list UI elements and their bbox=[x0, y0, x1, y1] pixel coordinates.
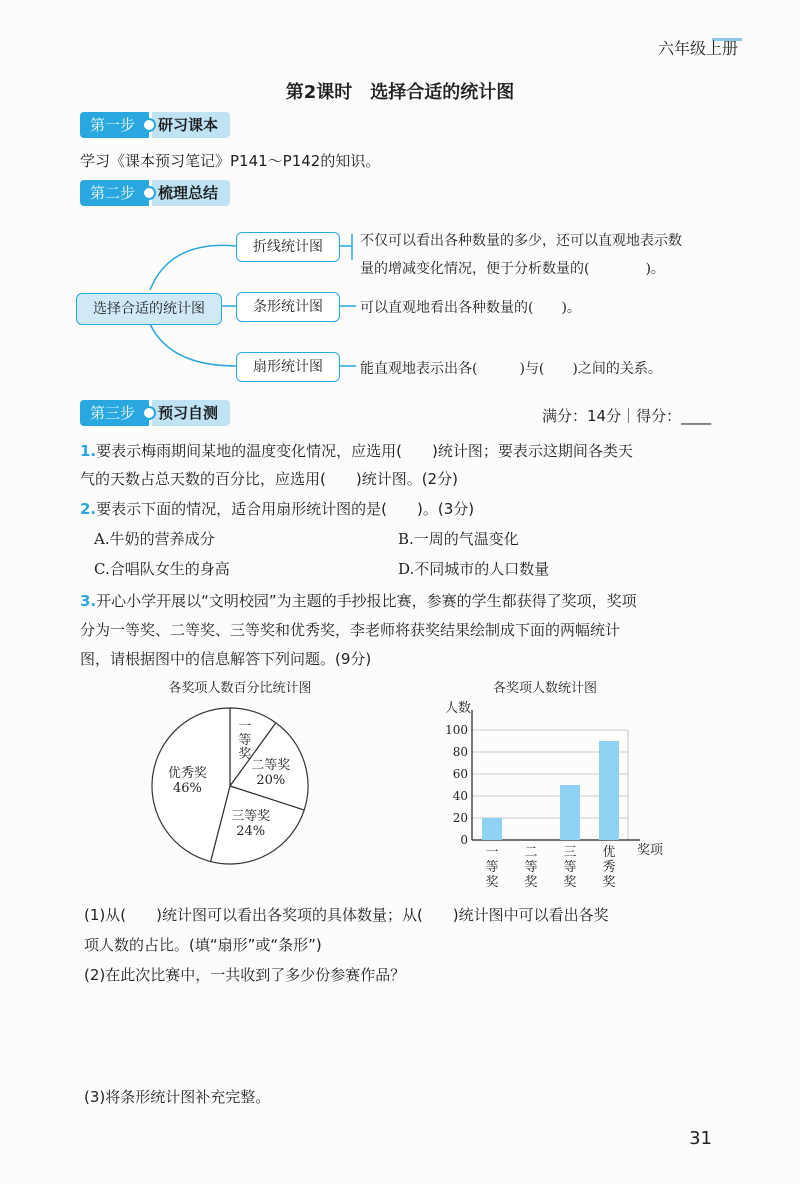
step1-text: 学习《课本预习笔记》P141～P142的知识。 bbox=[80, 152, 381, 170]
bar-0 bbox=[482, 818, 502, 840]
mindmap-pie-chart: 扇形统计图 bbox=[236, 352, 340, 382]
bar-chart-desc: 可以直观地看出各种数量的( )。 bbox=[360, 300, 581, 316]
step2-banner bbox=[80, 180, 230, 206]
step1-dot-icon bbox=[142, 118, 156, 132]
bar-ytick-5: 100 bbox=[445, 723, 468, 737]
bar-ylabel: 人数 bbox=[444, 701, 472, 716]
q3-line3: 图，请根据图中的信息解答下列问题。(9分) bbox=[80, 650, 372, 668]
q3-line1 bbox=[80, 590, 637, 611]
q1-number: 1. bbox=[80, 442, 97, 460]
pie-title: 各奖项人数百分比统计图 bbox=[168, 681, 312, 696]
pie-label-1: 二等奖 20% bbox=[251, 758, 291, 789]
pie-label-2: 三等奖 24% bbox=[231, 809, 271, 840]
q3-sub3: (3)将条形统计图补充完整。 bbox=[84, 1088, 271, 1106]
grade-label: 六年级上册 bbox=[657, 39, 738, 58]
bar-3 bbox=[599, 741, 619, 840]
q2-option-d: D.不同城市的人口数量 bbox=[398, 560, 550, 578]
q3-line2: 分为一等奖、二等奖、三等奖和优秀奖，李老师将获奖结果绘制成下面的两幅统计 bbox=[80, 621, 621, 639]
bar-xtick-1: 二等奖 bbox=[524, 845, 538, 890]
q2-number: 2. bbox=[80, 500, 97, 518]
bar-2 bbox=[560, 785, 580, 840]
bar-xtick-0: 一等奖 bbox=[485, 845, 499, 890]
q3-text-1: 开心小学开展以“文明校园”为主题的手抄报比赛，参赛的学生都获得了奖项，奖项 bbox=[96, 592, 637, 610]
step1-label: 研习课本 bbox=[152, 112, 230, 138]
bar-ytick-2: 40 bbox=[452, 789, 468, 803]
bar-xtick-3: 优秀奖 bbox=[602, 845, 616, 890]
step3-tag: 第三步 bbox=[80, 400, 149, 426]
q3-sub1-line1: (1)从( )统计图可以看出各奖项的具体数量；从( )统计图中可以看出各奖 bbox=[84, 906, 609, 924]
bar-title: 各奖项人数统计图 bbox=[492, 681, 598, 696]
q2-option-c: C.合唱队女生的身高 bbox=[94, 560, 230, 578]
pie-label-3: 优秀奖 46% bbox=[167, 766, 207, 797]
q2-text: 要表示下面的情况，适合用扇形统计图的是( )。(3分) bbox=[96, 500, 475, 518]
step1-tag: 第一步 bbox=[80, 112, 149, 138]
step1-banner bbox=[80, 112, 230, 138]
mindmap-center: 选择合适的统计图 bbox=[76, 293, 222, 325]
q1-line1 bbox=[80, 440, 633, 461]
q1-text-1: 要表示梅雨期间某地的温度变化情况，应选用( )统计图；要表示这期间各类天 bbox=[96, 442, 633, 460]
q2-option-a: A.牛奶的营养成分 bbox=[94, 530, 215, 548]
pie-label-0: 一等奖 bbox=[238, 719, 252, 763]
line-chart-desc-1: 不仅可以看出各种数量的多少，还可以直观地表示数 bbox=[360, 233, 682, 249]
page-number: 31 bbox=[689, 1128, 712, 1149]
step2-dot-icon bbox=[142, 186, 156, 200]
mindmap-bar-chart: 条形统计图 bbox=[236, 292, 340, 322]
step2-label: 梳理总结 bbox=[152, 180, 230, 206]
bar-ytick-3: 60 bbox=[452, 767, 468, 781]
step3-banner bbox=[80, 400, 230, 426]
step3-label: 预习自测 bbox=[152, 400, 230, 426]
step3-dot-icon bbox=[142, 406, 156, 420]
pie-chart-desc: 能直观地表示出各( )与( )之间的关系。 bbox=[360, 361, 662, 377]
bar-ytick-4: 80 bbox=[452, 745, 468, 759]
bar-xlabel: 奖项 bbox=[636, 843, 664, 858]
q3-sub1-line2: 项人数的占比。(填“扇形”或“条形”) bbox=[84, 936, 322, 954]
line-chart-desc-2: 量的增减变化情况，便于分析数量的( )。 bbox=[360, 261, 665, 277]
mindmap-line-chart: 折线统计图 bbox=[236, 232, 340, 262]
step2-tag: 第二步 bbox=[80, 180, 149, 206]
q2-line bbox=[80, 498, 474, 519]
pie-chart bbox=[130, 676, 350, 886]
q2-option-b: B.一周的气温变化 bbox=[398, 530, 519, 548]
page-title: 第2课时 选择合适的统计图 bbox=[285, 82, 515, 103]
bar-xtick-2: 三等奖 bbox=[563, 845, 577, 890]
q1-line2: 气的天数占总天数的百分比，应选用( )统计图。(2分) bbox=[80, 470, 458, 488]
q3-sub2: (2)在此次比赛中，一共收到了多少份参赛作品？ bbox=[84, 966, 406, 984]
bar-ytick-1: 20 bbox=[452, 811, 468, 825]
score-box: 满分：14分｜得分：____ bbox=[542, 407, 712, 425]
bar-chart bbox=[430, 676, 690, 896]
bar-ytick-0: 0 bbox=[460, 833, 468, 847]
q3-number: 3. bbox=[80, 592, 97, 610]
